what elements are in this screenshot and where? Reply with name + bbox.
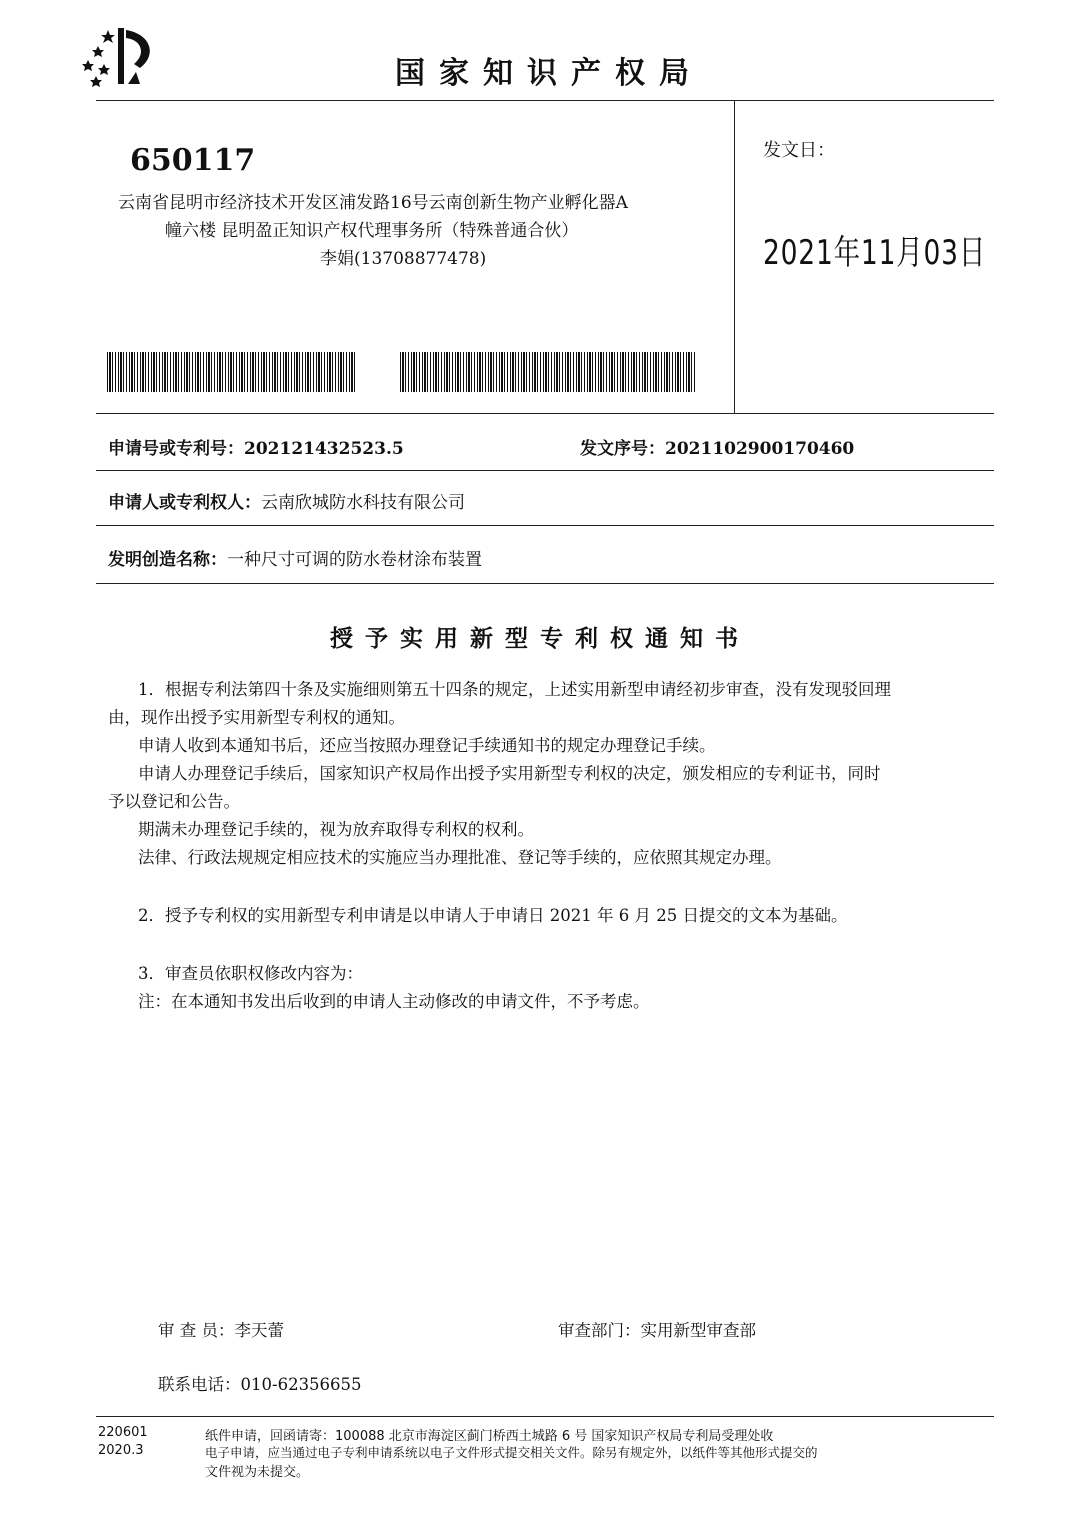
p1-line-6: 期满未办理登记手续的，视为放弃取得专利权的权利。 bbox=[138, 820, 534, 839]
p1-line-5: 予以登记和公告。 bbox=[108, 792, 240, 811]
date-column-divider bbox=[734, 100, 735, 414]
form-date: 2020.3 bbox=[98, 1443, 144, 1458]
footer-line-1: 纸件申请，回函请寄：100088 北京市海淀区蓟门桥西土城路 6 号 国家知识产权局专利局受理处收 bbox=[205, 1429, 774, 1444]
address-line-2: 幢六楼 昆明盈正知识产权代理事务所（特殊普通合伙） bbox=[165, 221, 579, 241]
examiner-name: 李天蕾 bbox=[234, 1321, 284, 1340]
serial-number-label: 发文序号： bbox=[580, 439, 665, 459]
invention-label: 发明创造名称： bbox=[108, 550, 227, 570]
p1-line-2: 由，现作出授予实用新型专利权的通知。 bbox=[108, 708, 405, 727]
department-label: 审查部门： bbox=[558, 1321, 641, 1340]
row-rule-2 bbox=[96, 525, 994, 526]
paragraph-1 bbox=[108, 676, 998, 872]
p3-note: 注：在本通知书发出后收到的申请人主动修改的申请文件，不予考虑。 bbox=[138, 992, 650, 1011]
postcode: 650117 bbox=[130, 143, 256, 178]
agency-name: 国家知识产权局 bbox=[395, 56, 703, 91]
paragraph-2 bbox=[108, 902, 998, 930]
application-number-row bbox=[108, 434, 404, 459]
issue-date-label: 发文日： bbox=[763, 140, 835, 161]
phone-number: 010-62356655 bbox=[240, 1375, 362, 1394]
p1-line-1: 1．根据专利法第四十条及实施细则第五十四条的规定，上述实用新型申请经初步审查，没有发现驳回理 bbox=[138, 680, 891, 699]
recipient: 李娟(13708877478) bbox=[320, 249, 487, 269]
department-name: 实用新型审查部 bbox=[640, 1321, 756, 1340]
p2-line: 2．授予专利权的实用新型专利申请是以申请人于申请日 2021 年 6 月 25 日提交的文本为基础。 bbox=[138, 906, 848, 925]
examiner-row bbox=[158, 1317, 284, 1341]
barcode-left bbox=[107, 352, 357, 392]
footer-line-3: 文件视为未提交。 bbox=[205, 1465, 310, 1480]
p1-line-7: 法律、行政法规规定相应技术的实施应当办理批准、登记等手续的，应依照其规定办理。 bbox=[138, 848, 782, 867]
serial-number: 2021102900170460 bbox=[665, 439, 855, 459]
p3-line: 3．审查员依职权修改内容为： bbox=[138, 964, 363, 983]
applicant-row bbox=[108, 488, 465, 513]
applicant-label: 申请人或专利权人： bbox=[108, 493, 261, 513]
header-rule bbox=[96, 100, 994, 101]
notice-title: 授予实用新型专利权通知书 bbox=[330, 626, 750, 652]
application-number-label: 申请号或专利号： bbox=[108, 439, 244, 459]
phone-row bbox=[158, 1371, 362, 1395]
serial-number-row bbox=[580, 434, 854, 459]
row-rule-3 bbox=[96, 583, 994, 584]
invention-row bbox=[108, 545, 482, 570]
phone-label: 联系电话： bbox=[158, 1375, 241, 1394]
header-bottom-rule bbox=[96, 413, 994, 414]
department-row bbox=[558, 1317, 756, 1341]
row-rule-1 bbox=[96, 470, 994, 471]
barcode-right bbox=[400, 352, 695, 392]
examiner-label: 审 查 员： bbox=[158, 1321, 235, 1340]
issue-date: 2021年11月03日 bbox=[763, 233, 987, 273]
footer-line-2: 电子申请，应当通过电子专利申请系统以电子文件形式提交相关文件。除另有规定外，以纸件等其他形式提交的 bbox=[205, 1445, 818, 1460]
paragraph-3 bbox=[108, 960, 998, 1016]
cnipa-logo-icon bbox=[78, 24, 162, 88]
applicant: 云南欣城防水科技有限公司 bbox=[261, 493, 465, 513]
p1-line-4: 申请人办理登记手续后，国家知识产权局作出授予实用新型专利权的决定，颁发相应的专利证书，同时 bbox=[138, 764, 881, 783]
form-code: 220601 bbox=[98, 1425, 148, 1440]
footer-rule bbox=[96, 1416, 994, 1417]
p1-line-3: 申请人收到本通知书后，还应当按照办理登记手续通知书的规定办理登记手续。 bbox=[138, 736, 716, 755]
invention-name: 一种尺寸可调的防水卷材涂布装置 bbox=[227, 550, 482, 570]
address-line-1: 云南省昆明市经济技术开发区浦发路16号云南创新生物产业孵化器A bbox=[118, 193, 628, 213]
application-number: 202121432523.5 bbox=[244, 439, 404, 459]
